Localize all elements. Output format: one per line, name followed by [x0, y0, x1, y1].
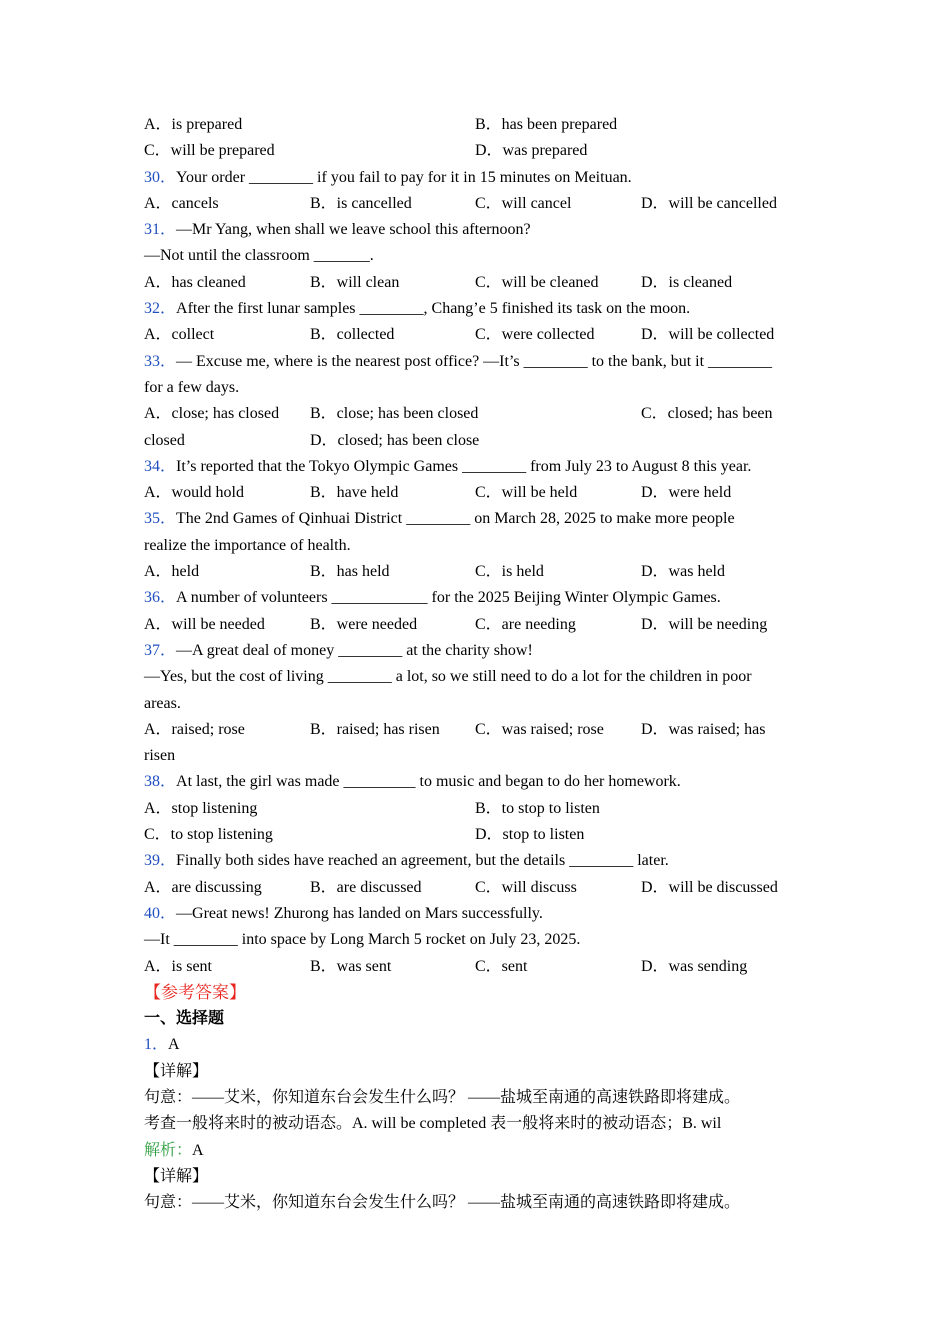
options-line	[144, 559, 808, 585]
option-choice: C．will be held	[475, 484, 578, 502]
question-number: 36．	[144, 589, 177, 607]
option-choice: A．close; has closed	[144, 405, 280, 423]
question-stem-line	[144, 217, 808, 243]
question-number: 34．	[144, 457, 177, 475]
answer-letter: A	[168, 1036, 180, 1054]
option-choice: A．stop listening	[144, 799, 258, 817]
question-stem-line	[144, 769, 808, 795]
option-choice: A．would hold	[144, 484, 245, 502]
first-answer-line	[144, 1032, 808, 1058]
option-choice: B．close; has been closed	[310, 405, 479, 423]
option-choice: B．will clean	[310, 273, 400, 291]
jiexi-label: 解析：	[144, 1141, 193, 1159]
question-stem-line	[144, 296, 808, 322]
option-choice: B．has held	[310, 563, 390, 581]
options-line	[144, 480, 808, 506]
option-choice: A．is prepared	[144, 116, 243, 133]
option-choice: A．are discussing	[144, 878, 262, 896]
jiexi-answer: A	[192, 1141, 204, 1159]
option-choice: C．will be prepared	[144, 142, 275, 160]
option-choice: B．have held	[310, 484, 399, 502]
question-list	[144, 112, 808, 980]
analysis-text: 考查一般将来时的被动语态。A. will be completed 表一般将来时的被动语态；B. wil	[144, 1115, 722, 1133]
option-choice: closed	[144, 431, 185, 449]
section-title-line	[144, 1006, 808, 1032]
option-choice: C．will be cleaned	[475, 273, 599, 291]
options-line	[144, 270, 808, 296]
option-choice: D．was prepared	[475, 142, 588, 160]
option-choice: A．collect	[144, 326, 215, 344]
option-choice: A．raised; rose	[144, 720, 245, 738]
question-stem-continuation	[144, 375, 808, 401]
meaning-line	[144, 1085, 808, 1111]
option-choice: risen	[144, 747, 176, 765]
question-stem: It’s reported that the Tokyo Olympic Games ________ from July 23 to August 8 this year.	[176, 457, 752, 475]
meaning-line-2	[144, 1190, 808, 1216]
question-stem: A number of volunteers ____________ for the 2025 Beijing Winter Olympic Games.	[176, 589, 721, 607]
option-choice: C．to stop listening	[144, 826, 273, 844]
question-number: 35．	[144, 510, 177, 528]
options-line	[144, 822, 808, 848]
leading-options-line	[144, 112, 808, 138]
question-stem: areas.	[144, 694, 181, 712]
option-choice: D．will be discussed	[641, 878, 778, 896]
question-number: 39．	[144, 852, 177, 870]
detail-label-line	[144, 1059, 808, 1085]
option-choice: B．were needed	[310, 615, 418, 633]
question-number: 40．	[144, 904, 177, 922]
question-stem-line	[144, 901, 808, 927]
option-choice: B．raised; has risen	[310, 720, 440, 738]
question-stem: —Yes, but the cost of living ________ a lot, so we still need to do a lot for the children in poor	[144, 668, 752, 686]
option-choice: C．were collected	[475, 326, 595, 344]
question-stem: The 2nd Games of Qinhuai District ________ on March 28, 2025 to make more people	[176, 510, 735, 528]
option-choice: B．are discussed	[310, 878, 422, 896]
options-line	[144, 743, 808, 769]
option-choice: D．is cleaned	[641, 273, 733, 291]
question-stem-line	[144, 585, 808, 611]
question-stem-continuation	[144, 664, 808, 690]
question-number: 30．	[144, 168, 177, 186]
question-stem: — Excuse me, where is the nearest post office? —It’s ________ to the bank, but it ________	[176, 352, 773, 370]
option-choice: B．was sent	[310, 957, 392, 975]
option-choice: D．will be cancelled	[641, 194, 777, 212]
question-stem: At last, the girl was made _________ to music and began to do her homework.	[176, 773, 681, 791]
question-stem: for a few days.	[144, 378, 240, 396]
worksheet-page	[144, 112, 808, 1216]
question-stem: Your order ________ if you fail to pay for it in 15 minutes on Meituan.	[176, 168, 632, 186]
option-choice: D．was raised; has	[641, 720, 766, 738]
question-stem: —Great news! Zhurong has landed on Mars successfully.	[176, 904, 543, 922]
question-stem-continuation	[144, 927, 808, 953]
options-line	[144, 717, 808, 743]
question-stem-line	[144, 638, 808, 664]
option-choice: D．will be collected	[641, 326, 775, 344]
option-choice: A．will be needed	[144, 615, 265, 633]
option-choice: D．was held	[641, 563, 725, 581]
question-stem: —Not until the classroom _______.	[144, 247, 374, 265]
question-stem-line	[144, 506, 808, 532]
option-choice: B．has been prepared	[475, 116, 618, 133]
meaning-text: 句意：——艾米，你知道东台会发生什么吗？ ——盐城至南通的高速铁路即将建成。	[144, 1088, 741, 1106]
option-choice: A．held	[144, 563, 200, 581]
question-number: 31．	[144, 221, 177, 239]
question-stem-line	[144, 165, 808, 191]
question-number: 37．	[144, 641, 177, 659]
option-choice: C．was raised; rose	[475, 720, 604, 738]
question-stem-continuation	[144, 533, 808, 559]
options-line	[144, 322, 808, 348]
option-choice: A．is sent	[144, 957, 213, 975]
question-stem-line	[144, 848, 808, 874]
options-line	[144, 796, 808, 822]
option-choice: B．collected	[310, 326, 395, 344]
question-number: 32．	[144, 300, 177, 318]
options-line	[144, 428, 808, 454]
question-stem: —Mr Yang, when shall we leave school this afternoon?	[176, 221, 531, 239]
answer-heading: 【参考答案】	[144, 982, 246, 1002]
option-choice: A．has cleaned	[144, 273, 246, 291]
meaning-text-2: 句意：——艾米，你知道东台会发生什么吗？ ——盐城至南通的高速铁路即将建成。	[144, 1194, 741, 1212]
option-choice: C．closed; has been	[641, 405, 773, 423]
question-stem: Finally both sides have reached an agreement, but the details ________ later.	[176, 852, 669, 870]
option-choice: C．is held	[475, 563, 544, 581]
question-stem: After the first lunar samples ________, Chang’e 5 finished its task on the moon.	[176, 300, 691, 318]
options-line	[144, 191, 808, 217]
option-choice: B．to stop to listen	[475, 799, 600, 817]
question-stem: —It ________ into space by Long March 5 rocket on July 23, 2025.	[144, 931, 581, 949]
option-choice: B．is cancelled	[310, 194, 412, 212]
answer-heading-line	[144, 980, 808, 1006]
question-stem: realize the importance of health.	[144, 536, 351, 554]
option-choice: A．cancels	[144, 194, 219, 212]
option-choice: D．were held	[641, 484, 732, 502]
option-choice: D．closed; has been close	[310, 431, 480, 449]
detail-label-line-2	[144, 1164, 808, 1190]
option-choice: D．was sending	[641, 957, 748, 975]
question-number: 33．	[144, 352, 177, 370]
option-choice: C．sent	[475, 957, 528, 975]
question-stem-line	[144, 349, 808, 375]
question-stem-continuation	[144, 691, 808, 717]
option-choice: C．are needing	[475, 615, 576, 633]
option-choice: C．will discuss	[475, 878, 577, 896]
leading-options-line	[144, 138, 808, 164]
option-choice: D．will be needing	[641, 615, 768, 633]
options-line	[144, 612, 808, 638]
question-stem-continuation	[144, 243, 808, 269]
option-choice: D．stop to listen	[475, 826, 585, 844]
question-number: 38．	[144, 773, 177, 791]
option-choice: C．will cancel	[475, 194, 572, 212]
options-line	[144, 401, 808, 427]
section-title: 一、选择题	[144, 1010, 225, 1028]
options-line	[144, 875, 808, 901]
question-stem-line	[144, 454, 808, 480]
answer-number: 1．	[144, 1036, 169, 1054]
detail-label-2: 【详解】	[144, 1167, 209, 1185]
options-line	[144, 954, 808, 980]
analysis-line	[144, 1111, 808, 1137]
question-stem: —A great deal of money ________ at the charity show!	[176, 641, 533, 659]
detail-label: 【详解】	[144, 1062, 209, 1080]
jiexi-line	[144, 1138, 808, 1164]
